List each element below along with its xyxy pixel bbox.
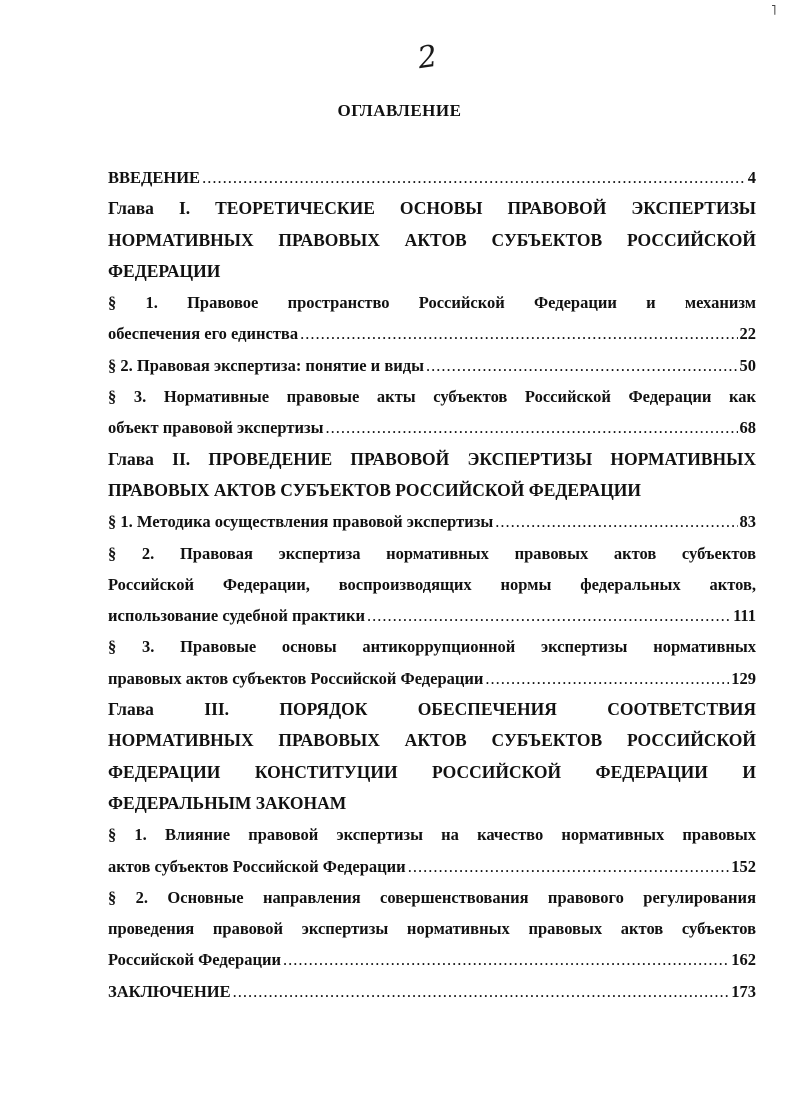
toc-entry-title: актов субъектов Российской Федерации <box>108 856 406 876</box>
toc-entry-ch3-section-1[interactable] <box>108 819 756 882</box>
dot-leader <box>233 976 730 1007</box>
chapter-heading-line: НОРМАТИВНЫХ ПРАВОВЫХ АКТОВ СУБЪЕКТОВ РОССИЙСКОЙ <box>108 730 756 751</box>
toc-entry-line: § 1. Влияние правовой экспертизы на качество нормативных правовых <box>108 825 756 845</box>
corner-mark: ˥ <box>771 4 777 19</box>
page-title: ОГЛАВЛЕНИЕ <box>337 101 462 120</box>
chapter-heading-line: Глава III. ПОРЯДОК ОБЕСПЕЧЕНИЯ СООТВЕТСТВИЯ <box>108 699 756 720</box>
toc-entry-title: объект правовой экспертизы <box>108 418 324 438</box>
chapter-3-heading[interactable] <box>108 694 756 819</box>
dot-leader <box>408 851 730 882</box>
toc-entry-ch2-section-3[interactable] <box>108 631 756 694</box>
toc-entry-title: правовых актов субъектов Российской Федерации <box>108 668 484 688</box>
page-number: 2 <box>415 38 440 77</box>
dot-leader <box>300 318 737 349</box>
chapter-heading-line: ФЕДЕРАЦИИ <box>108 260 221 281</box>
toc-entry-ch2-section-1[interactable] <box>108 506 756 537</box>
chapter-heading-line: Глава I. ТЕОРЕТИЧЕСКИЕ ОСНОВЫ ПРАВОВОЙ ЭКСПЕРТИЗЫ <box>108 198 756 219</box>
toc-page-number: 152 <box>731 856 756 876</box>
toc-entry-line: § 1. Правовое пространство Российской Федерации и механизм <box>108 293 756 313</box>
toc-entry-line: проведения правовой экспертизы нормативных правовых актов субъектов <box>108 919 756 939</box>
dot-leader <box>325 412 737 443</box>
chapter-heading-line: ФЕДЕРАЦИИ КОНСТИТУЦИИ РОССИЙСКОЙ ФЕДЕРАЦИИ И <box>108 761 756 782</box>
dot-leader <box>495 506 737 537</box>
toc-entry-ch3-section-2[interactable] <box>108 882 756 976</box>
toc-entry-title: § 1. Методика осуществления правовой экспертизы <box>108 512 494 532</box>
toc-page-number: 173 <box>731 981 756 1001</box>
toc-entry-title: Российской Федерации <box>108 950 281 970</box>
dot-leader <box>202 162 746 193</box>
toc-page-number: 68 <box>739 418 756 438</box>
chapter-2-heading[interactable] <box>108 444 756 507</box>
chapter-heading-line: ПРАВОВЫХ АКТОВ СУБЪЕКТОВ РОССИЙСКОЙ ФЕДЕРАЦИИ <box>108 479 642 500</box>
dot-leader <box>367 600 731 631</box>
toc-entry-ch1-section-2[interactable] <box>108 350 756 381</box>
toc-entry-last-line <box>108 600 756 631</box>
dot-leader <box>426 350 738 381</box>
toc-page-number: 162 <box>731 950 756 970</box>
toc-entry-conclusion[interactable] <box>108 976 756 1007</box>
toc-entry-ch2-section-2[interactable] <box>108 538 756 632</box>
chapter-1-heading[interactable] <box>108 193 756 287</box>
toc-page-number: 83 <box>739 512 756 532</box>
toc-entry-line: § 3. Правовые основы антикоррупционной экспертизы нормативных <box>108 637 756 657</box>
toc-page-number: 129 <box>731 668 756 688</box>
toc-entry-ch1-section-3[interactable] <box>108 381 756 444</box>
toc-entry-title: обеспечения его единства <box>108 324 299 344</box>
toc-entry-last-line <box>108 663 756 694</box>
chapter-heading-line: Глава II. ПРОВЕДЕНИЕ ПРАВОВОЙ ЭКСПЕРТИЗЫ НОРМАТИВНЫХ <box>108 448 756 469</box>
toc-entry-last-line <box>108 412 756 443</box>
toc-entry-introduction[interactable] <box>108 162 756 193</box>
toc-entry-line: § 2. Основные направления совершенствования правового регулирования <box>108 887 756 907</box>
table-of-contents <box>108 162 756 1007</box>
toc-entry-line: § 2. Правовая экспертиза нормативных правовых актов субъектов <box>108 543 756 563</box>
toc-entry-ch1-section-1[interactable] <box>108 287 756 350</box>
chapter-heading-line: НОРМАТИВНЫХ ПРАВОВЫХ АКТОВ СУБЪЕКТОВ РОССИЙСКОЙ <box>108 229 756 250</box>
dot-leader <box>485 663 729 694</box>
toc-entry-last-line <box>108 318 756 349</box>
toc-entry-title: ЗАКЛЮЧЕНИЕ <box>108 981 231 1001</box>
toc-page-number: 111 <box>733 606 756 626</box>
dot-leader <box>283 944 729 975</box>
toc-entry-line: § 3. Нормативные правовые акты субъектов Российской Федерации как <box>108 387 756 407</box>
toc-page-number: 50 <box>739 355 756 375</box>
chapter-heading-line: ФЕДЕРАЛЬНЫМ ЗАКОНАМ <box>108 792 347 813</box>
toc-entry-title: § 2. Правовая экспертиза: понятие и виды <box>108 355 424 375</box>
toc-page-number: 22 <box>739 324 756 344</box>
toc-entry-last-line <box>108 944 756 975</box>
toc-entry-title: использование судебной практики <box>108 606 366 626</box>
toc-entry-line: Российской Федерации, воспроизводящих нормы федеральных актов, <box>108 574 756 594</box>
toc-entry-title: ВВЕДЕНИЕ <box>108 168 201 187</box>
toc-page-number: 4 <box>747 168 756 187</box>
toc-entry-last-line <box>108 851 756 882</box>
